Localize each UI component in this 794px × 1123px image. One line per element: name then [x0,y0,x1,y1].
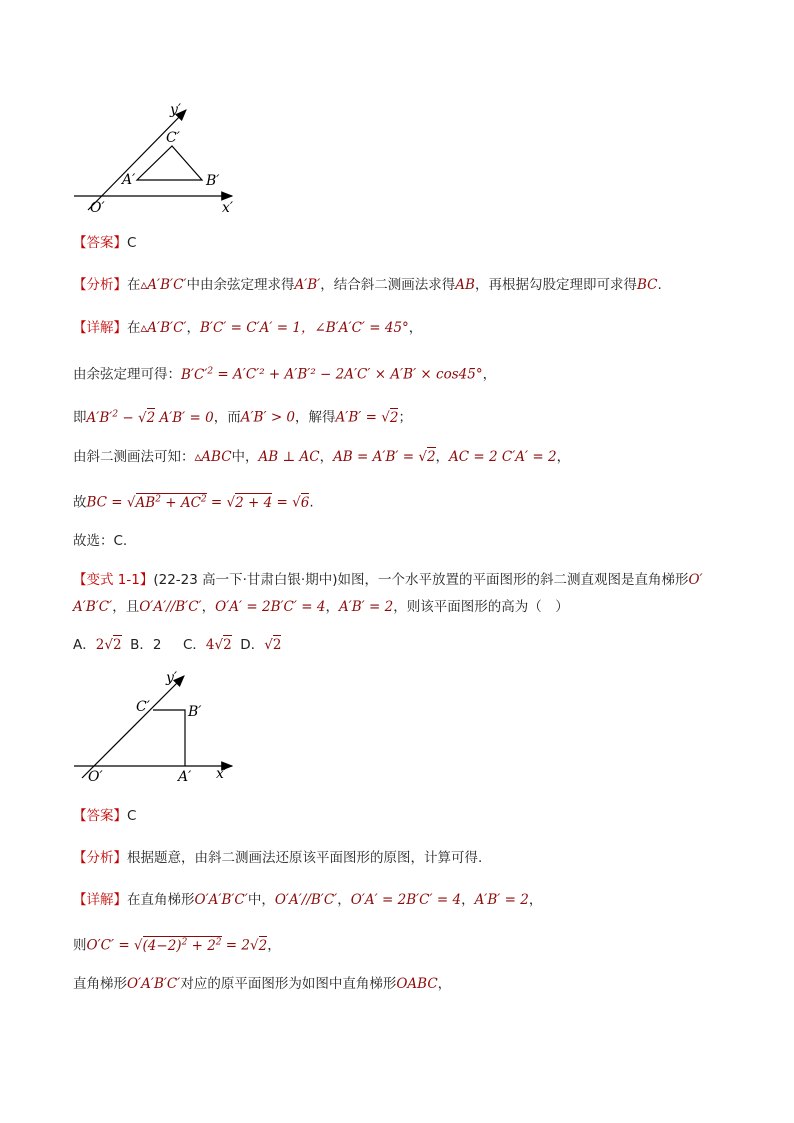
options-line: A．2√2 B．2 C．4√2 D．√2 [73,637,282,653]
variant-source: (22-23 高一下·甘肃白银·期中) [153,572,338,588]
variant-tag: 【变式 1-1】 [73,572,154,588]
detail-line-2: 【详解】在直角梯形O′A′B′C′中，O′A′//B′C′，O′A′ = 2B′C′ = 4，A′B′ = 2， [73,892,543,908]
answer-tag: 【答案】 [73,235,127,251]
label-c: C′ [166,130,180,146]
label-b: B′ [206,173,220,189]
label-a: A′ [178,769,192,785]
then-line: 则$O'C' = √(4-2)^2 + 2^2 = 2√2$， [73,937,281,954]
detail-line-1: 【详解】在▵A′B′C′，B′C′ = C′A′ = 1，∠B′A′C′ = 45°， [73,320,423,336]
choose-line: 故选：C. [73,533,128,549]
answer-line-2: 【答案】C [73,808,137,824]
solve-line: 即$A'B'^2 - √2$ A′B′ = 0，而A′B′ > 0，解得A′B′ = √2； [73,409,412,426]
label-y: y′ [166,670,178,686]
option-d: D． [240,637,265,653]
option-a: A． [73,637,96,653]
variant-stem-line-2: A′B′C′，且O′A′//B′C′，O′A′ = 2B′C′ = 4，A′B′ = 2，则该平面图形的高为（ ） [73,599,569,615]
detail-tag: 【详解】 [73,320,127,336]
y-axis [88,110,186,210]
law-of-cosines-line: 由余弦定理可得：$B'C'^2 = A'C'^2 + A'B'^2 - 2A'C' \times A'B' \times \cos 45^\circ$， [73,366,497,383]
label-o: O′ [88,769,103,785]
y-axis [82,676,184,778]
label-a: A′ [122,172,136,188]
original-figure-line: 由斜二测画法可知：▵ABC中，AB ⊥ AC，AB = A′B′ = √2，AC = 2 C′A′ = 2， [73,449,571,465]
figure-oblique-trapezoid [70,668,250,788]
triangle-abc [137,146,202,180]
figure-oblique-triangle [70,100,250,220]
analysis-tag: 【分析】 [73,277,127,293]
label-c: C′ [136,699,150,715]
option-b: B．2 [130,637,162,653]
last-line: 直角梯形O′A′B′C′对应的原平面图形为如图中直角梯形OABC， [73,976,452,992]
analysis-line-2: 【分析】根据题意，由斜二测画法还原该平面图形的原图，计算可得. [73,850,483,866]
label-y: y′ [170,102,182,118]
label-x: x′ [222,200,234,216]
label-b: B′ [188,704,202,720]
variant-stem-line-1: 【变式 1-1】(22-23 高一下·甘肃白银·期中)如图，一个水平放置的平面图形的斜二测直观图是直角梯形O′ [73,572,703,588]
answer-line-1 [73,233,136,253]
bc-result-line: 故BC = $√AB^2 + AC^2 = √2 + 4 = √6$. [73,494,314,511]
label-x: x′ [216,766,228,782]
analysis-line-1: 【分析】在▵A′B′C′中由余弦定理求得A′B′，结合斜二测画法求得AB，再根据勾股定理即可求得BC. [73,277,662,293]
label-o: O′ [90,200,105,216]
trapezoid-edges [153,710,185,766]
option-c: C． [182,637,206,653]
answer-value: C [127,235,137,251]
